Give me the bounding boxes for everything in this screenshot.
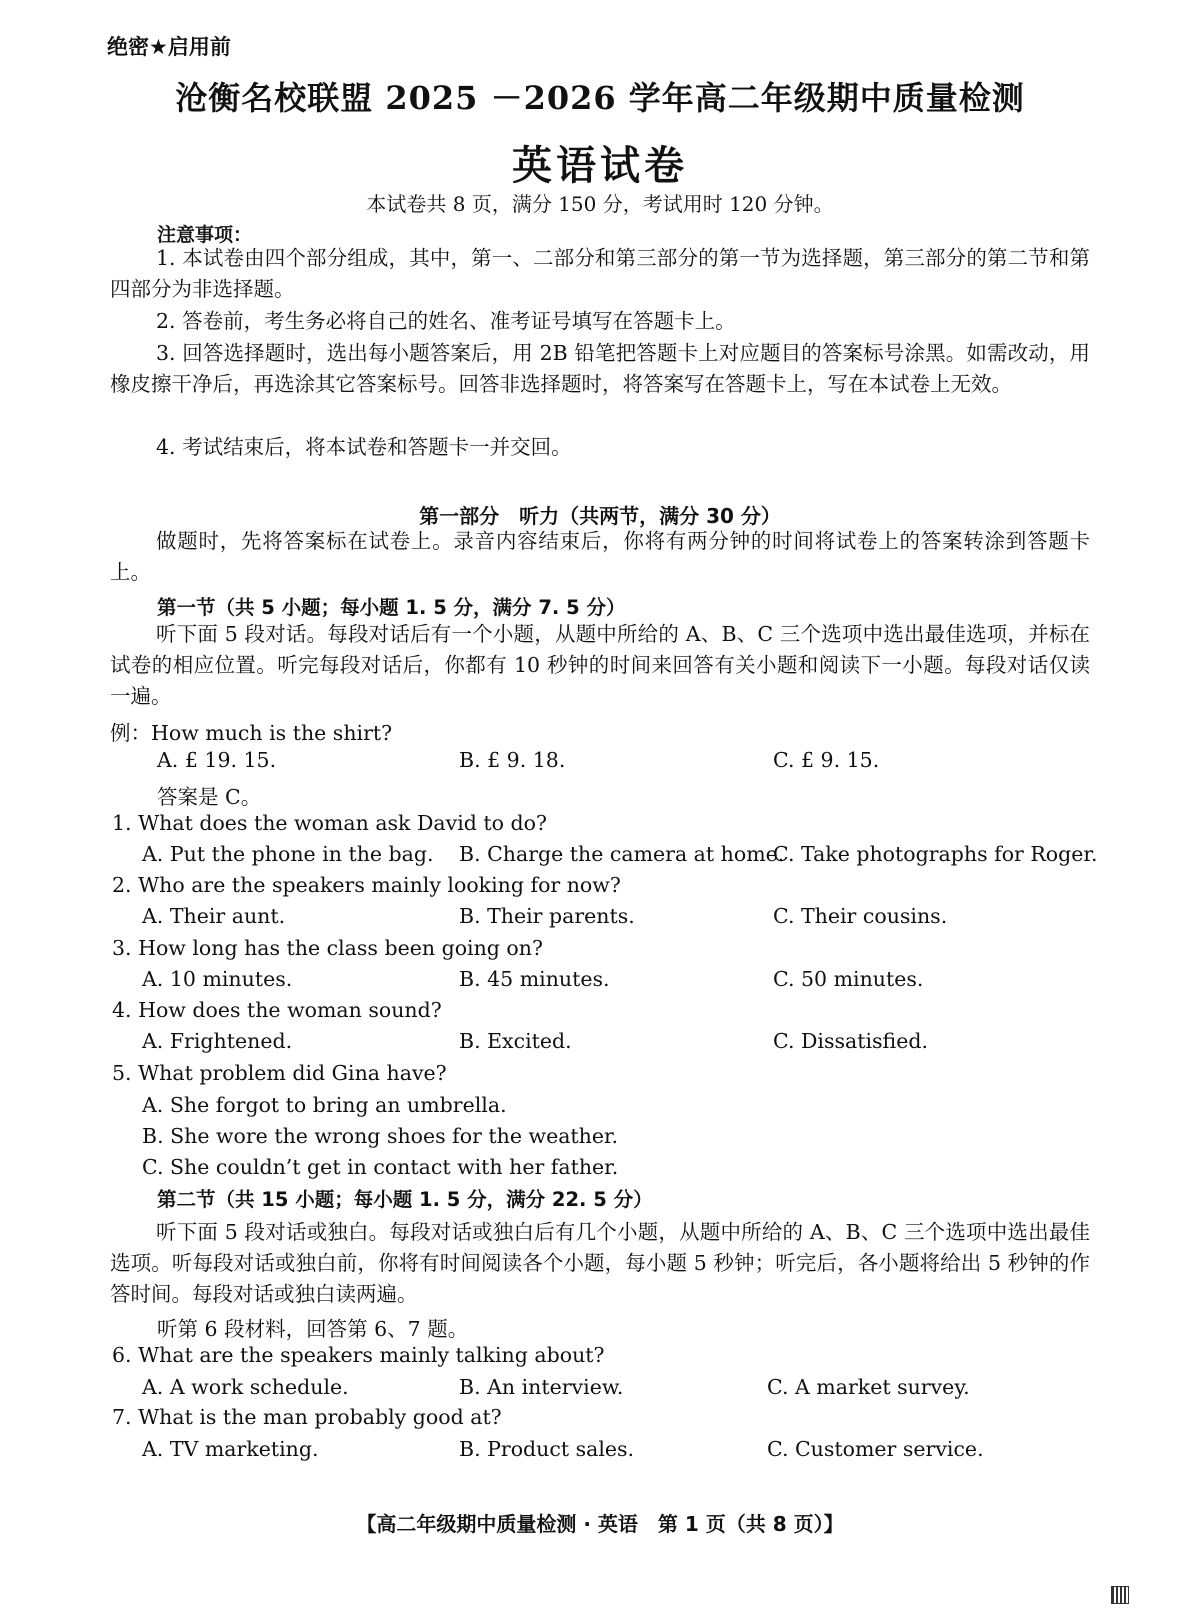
- example-option-c: C. £ 9. 15.: [773, 748, 880, 772]
- notice-item-3: 3. 回答选择题时，选出每小题答案后，用 2B 铅笔把答题卡上对应题目的答案标号涂黑。如需改动，用橡皮擦干净后，再选涂其它答案标号。回答非选择题时，将答案写在答题卡上，写在本试卷上无效。: [110, 341, 1090, 396]
- question-6-option-c: C. A market survey.: [767, 1375, 970, 1399]
- question-2: 2. Who are the speakers mainly looking for now?: [112, 873, 621, 897]
- example-answer: 答案是 C。: [157, 785, 262, 809]
- question-6: 6. What are the speakers mainly talking about?: [112, 1343, 605, 1367]
- qr-code-icon: [1111, 1586, 1129, 1604]
- question-7-option-b: B. Product sales.: [459, 1437, 635, 1461]
- question-1-option-b: B. Charge the camera at home.: [459, 842, 785, 866]
- notice-item-4: 4. 考试结束后，将本试卷和答题卡一并交回。: [156, 435, 572, 459]
- part1-heading: 第一部分 听力（共两节，满分 30 分）: [419, 504, 781, 528]
- example-question: 例：How much is the shirt?: [110, 721, 393, 745]
- notice-item-2: 2. 答卷前，考生务必将自己的姓名、准考证号填写在答题卡上。: [156, 309, 736, 333]
- question-7-option-a: A. TV marketing.: [142, 1437, 319, 1461]
- notice-heading: 注意事项：: [157, 224, 253, 246]
- confidential-mark: 绝密★启用前: [107, 35, 231, 59]
- question-4-option-a: A. Frightened.: [142, 1029, 293, 1053]
- question-1-option-c: C. Take photographs for Roger.: [773, 842, 1098, 866]
- question-5-option-c: C. She couldn’t get in contact with her father.: [142, 1155, 619, 1179]
- question-1-option-a: A. Put the phone in the bag.: [142, 842, 434, 866]
- question-2-option-b: B. Their parents.: [459, 904, 635, 928]
- question-1: 1. What does the woman ask David to do?: [112, 811, 547, 835]
- section1-intro: 听下面 5 段对话。每段对话后有一个小题，从题中所给的 A、B、C 三个选项中选出最佳选项，并标在试卷的相应位置。听完每段对话后，你都有 10 秒钟的时间来回答有关小题和阅读下一小题。每段对话仅读一遍。: [110, 622, 1090, 708]
- question-4-option-b: B. Excited.: [459, 1029, 572, 1053]
- section1-heading: 第一节（共 5 小题；每小题 1. 5 分，满分 7. 5 分）: [157, 596, 626, 619]
- example-option-b: B. £ 9. 18.: [459, 748, 566, 772]
- example-option-a: A. £ 19. 15.: [157, 748, 277, 772]
- question-6-option-a: A. A work schedule.: [142, 1375, 349, 1399]
- exam-meta: 本试卷共 8 页，满分 150 分，考试用时 120 分钟。: [366, 192, 834, 216]
- question-3: 3. How long has the class been going on?: [112, 936, 543, 960]
- question-5: 5. What problem did Gina have?: [112, 1061, 447, 1085]
- exam-title: 沧衡名校联盟 2025 －2026 学年高二年级期中质量检测: [175, 79, 1025, 117]
- question-4: 4. How does the woman sound?: [112, 998, 442, 1022]
- notice-item-1: 1. 本试卷由四个部分组成，其中，第一、二部分和第三部分的第一节为选择题，第三部分的第二节和第四部分为非选择题。: [110, 246, 1090, 301]
- question-7-option-c: C. Customer service.: [767, 1437, 984, 1461]
- question-6-option-b: B. An interview.: [459, 1375, 624, 1399]
- part1-intro: 做题时，先将答案标在试卷上。录音内容结束后，你将有两分钟的时间将试卷上的答案转涂到答题卡上。: [110, 529, 1090, 584]
- question-3-option-c: C. 50 minutes.: [773, 967, 924, 991]
- material-6-instruction: 听第 6 段材料，回答第 6、7 题。: [157, 1317, 469, 1341]
- question-4-option-c: C. Dissatisfied.: [773, 1029, 929, 1053]
- question-5-option-b: B. She wore the wrong shoes for the weather.: [142, 1124, 619, 1148]
- page-footer: 【高二年级期中质量检测 · 英语 第 1 页（共 8 页）】: [356, 1512, 844, 1536]
- question-5-option-a: A. She forgot to bring an umbrella.: [142, 1093, 507, 1117]
- question-3-option-b: B. 45 minutes.: [459, 967, 610, 991]
- question-7: 7. What is the man probably good at?: [112, 1405, 502, 1429]
- section2-intro: 听下面 5 段对话或独白。每段对话或独白后有几个小题，从题中所给的 A、B、C 三个选项中选出最佳选项。听每段对话或独白前，你将有时间阅读各个小题，每小题 5 秒钟；听完后，各小题将给出 5 秒钟的作答时间。每段对话或独白读两遍。: [110, 1220, 1090, 1306]
- exam-subtitle: 英语试卷: [512, 143, 688, 189]
- section2-heading: 第二节（共 15 小题；每小题 1. 5 分，满分 22. 5 分）: [157, 1188, 653, 1211]
- question-2-option-c: C. Their cousins.: [773, 904, 948, 928]
- question-2-option-a: A. Their aunt.: [142, 904, 286, 928]
- question-3-option-a: A. 10 minutes.: [142, 967, 293, 991]
